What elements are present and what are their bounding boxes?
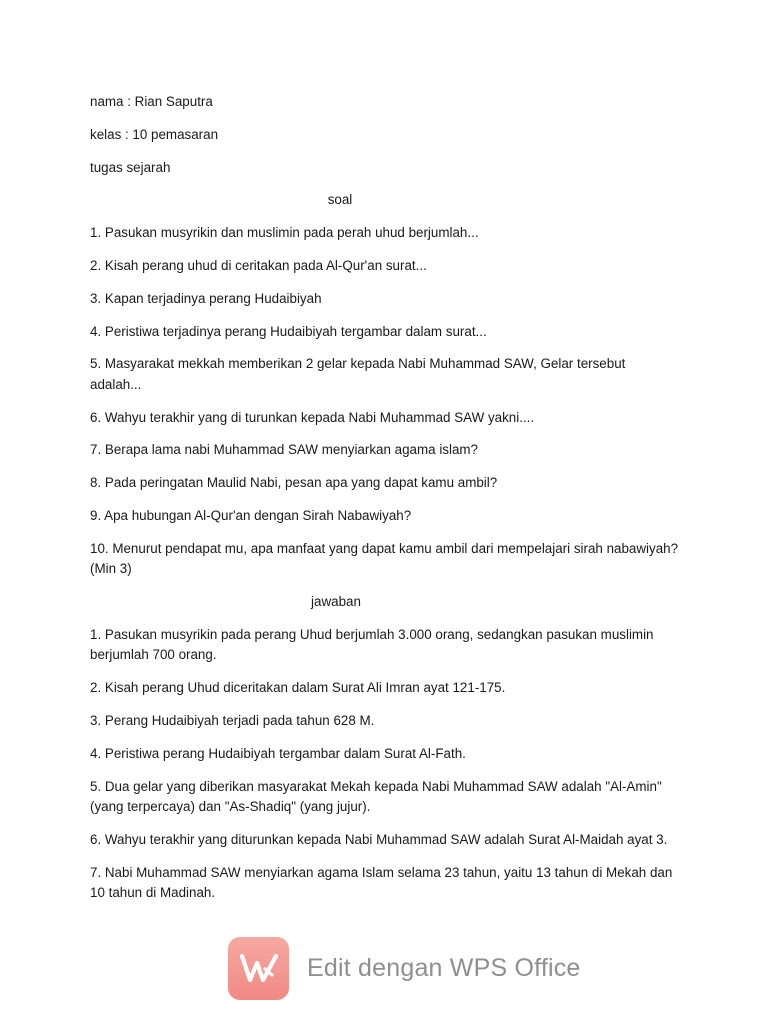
question-item: 5. Masyarakat mekkah memberikan 2 gelar kepada Nabi Muhammad SAW, Gelar tersebut adalah... <box>90 356 626 392</box>
question-item: 7. Berapa lama nabi Muhammad SAW menyiarkan agama islam? <box>90 442 479 458</box>
wps-office-logo-icon[interactable] <box>228 937 289 1000</box>
question-item: 6. Wahyu terakhir yang di turunkan kepada Nabi Muhammad SAW yakni.... <box>90 409 535 425</box>
answers-list <box>90 625 680 904</box>
question-item: 4. Peristiwa terjadinya perang Hudaibiyah tergambar dalam surat... <box>90 323 487 339</box>
wps-edit-banner[interactable] <box>228 936 581 1000</box>
questions-list <box>90 223 680 580</box>
answer-item: 4. Peristiwa perang Hudaibiyah tergambar dalam Surat Al-Fath. <box>90 745 466 761</box>
wps-w-glyph-icon <box>239 953 279 983</box>
question-item: 8. Pada peringatan Maulid Nabi, pesan apa yang dapat kamu ambil? <box>90 475 498 491</box>
answer-item: 1. Pasukan musyrikin pada perang Uhud berjumlah 3.000 orang, sedangkan pasukan muslimin berjumlah 700 orang. <box>90 626 654 663</box>
question-item: 9. Apa hubungan Al-Qur'an dengan Sirah Nabawiyah? <box>90 508 412 524</box>
answer-item: 2. Kisah perang Uhud diceritakan dalam Surat Ali Imran ayat 121-175. <box>90 680 506 696</box>
question-item: 1. Pasukan musyrikin dan muslimin pada perah uhud berjumlah... <box>90 225 479 241</box>
question-item: 2. Kisah perang uhud di ceritakan pada Al-Qur'an surat... <box>90 257 427 273</box>
document-page <box>90 92 680 916</box>
wps-edit-label[interactable]: Edit dengan WPS Office <box>307 953 581 982</box>
assignment-title: tugas sejarah <box>90 159 171 175</box>
answer-item: 7. Nabi Muhammad SAW menyiarkan agama Islam selama 23 tahun, yaitu 13 tahun di Mekah dan 10 tahun di Madinah. <box>90 864 673 901</box>
student-name: nama : Rian Saputra <box>90 94 213 109</box>
questions-heading: soal <box>327 192 353 208</box>
answer-item: 6. Wahyu terakhir yang diturunkan kepada Nabi Muhammad SAW adalah Surat Al-Maidah ayat 3. <box>90 831 668 847</box>
student-class: kelas : 10 pemasaran <box>90 126 219 142</box>
answer-item: 5. Dua gelar yang diberikan masyarakat Mekah kepada Nabi Muhammad SAW adalah "Al-Amin" (yang terpercaya) dan "As-Shadiq" (yang jujur). <box>90 778 662 815</box>
answers-heading: jawaban <box>311 594 361 610</box>
answer-item: 3. Perang Hudaibiyah terjadi pada tahun 628 M. <box>90 713 375 729</box>
question-item: 10. Menurut pendapat mu, apa manfaat yang dapat kamu ambil dari mempelajari sirah nabawiyah? (Min 3) <box>90 540 679 577</box>
question-item: 3. Kapan terjadinya perang Hudaibiyah <box>90 290 322 306</box>
